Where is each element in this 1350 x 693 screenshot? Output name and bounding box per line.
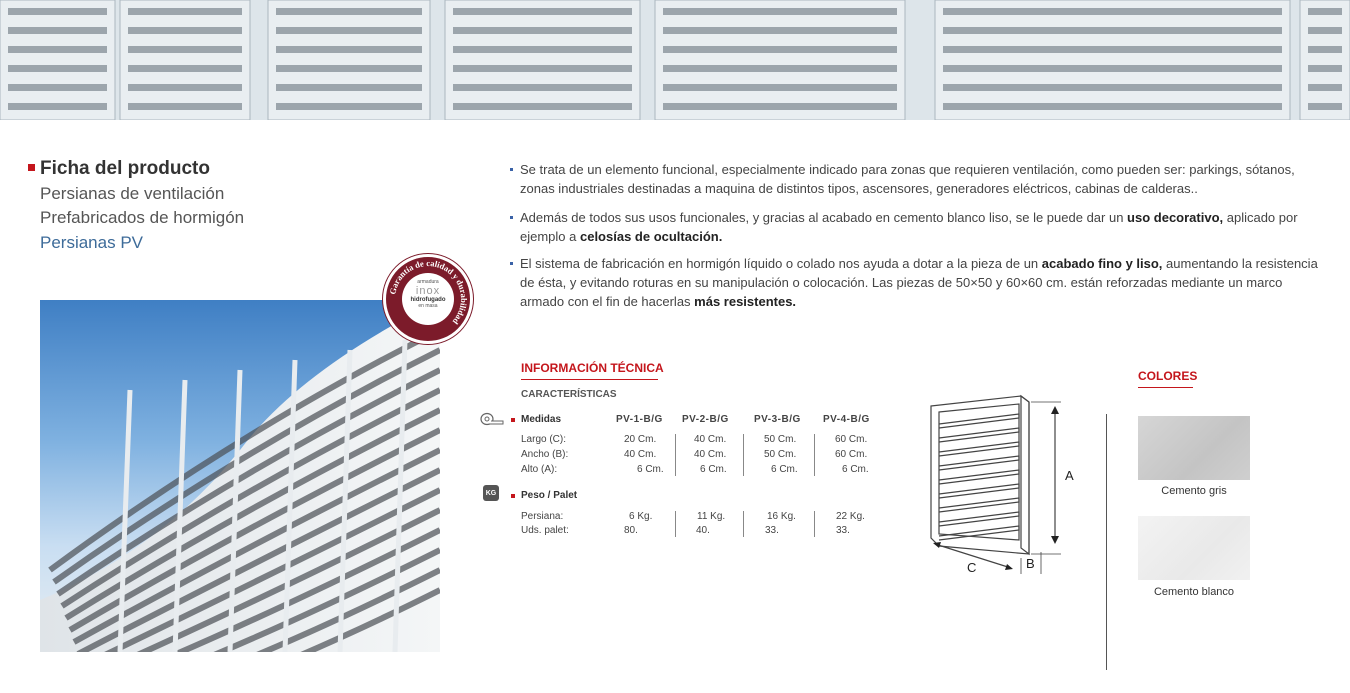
column-divider bbox=[743, 434, 744, 476]
colors-title: COLORES bbox=[1138, 369, 1198, 383]
diagram-slat bbox=[939, 526, 1019, 540]
banner-slat-gap bbox=[663, 84, 897, 91]
diagram-slat bbox=[939, 414, 1019, 428]
cell: 40 Cm. bbox=[624, 449, 657, 460]
diagram-slat bbox=[939, 442, 1019, 456]
banner-panel bbox=[1300, 0, 1350, 120]
product-line-3: Persianas PV bbox=[40, 233, 143, 252]
cell: 80. bbox=[624, 525, 638, 536]
banner-slat-gap bbox=[8, 65, 107, 72]
diagram-slat bbox=[939, 512, 1019, 526]
banner-slat-gap bbox=[276, 103, 422, 110]
model-header-2: PV-2-B/G bbox=[682, 414, 729, 425]
column-divider bbox=[814, 434, 815, 476]
bullet-icon bbox=[510, 216, 513, 219]
bullet-icon bbox=[510, 262, 513, 265]
cell: 22 Kg. bbox=[836, 511, 865, 522]
top-banner-image bbox=[0, 0, 1350, 120]
banner-slat-gap bbox=[8, 103, 107, 110]
cell: 6 Cm. bbox=[637, 464, 664, 475]
cell: 6 Kg. bbox=[629, 511, 653, 522]
cell: 20 Cm. bbox=[624, 434, 657, 445]
cell: 6 Cm. bbox=[842, 464, 869, 475]
seal-brand: inox bbox=[415, 285, 441, 297]
diagram-slat bbox=[939, 498, 1019, 512]
seal-bottom-small: en masa bbox=[418, 303, 438, 309]
description-paragraph-2: Además de todos sus usos funcionales, y gracias al acabado en cemento blanco liso, se le puede dar un uso decorativo, aplicado por ejemplo a celosías de ocultación. bbox=[520, 208, 1320, 246]
banner-slat-gap bbox=[663, 103, 897, 110]
description-paragraph-3: El sistema de fabricación en hormigón líquido o colado nos ayuda a dotar a la pieza de un acabado fino y liso, aumentando la resistencia de ésta, y evitando roturas en su manipulación o colocación. Las piezas de 50×50 y 60×60 cm. están reforzadas mediante un marco armado con el fin de hacerlas más resistentes. bbox=[520, 254, 1320, 311]
medidas-label: Medidas bbox=[521, 414, 562, 425]
row-label-ancho: Ancho (B): bbox=[521, 449, 569, 460]
cell: 40. bbox=[696, 525, 710, 536]
row-label-persiana: Persiana: bbox=[521, 511, 564, 522]
banner-slat-gap bbox=[1308, 84, 1342, 91]
model-header-1: PV-1-B/G bbox=[616, 414, 663, 425]
seal-center bbox=[402, 273, 454, 325]
swatch-cemento-gris bbox=[1138, 416, 1250, 480]
cell: 50 Cm. bbox=[764, 449, 797, 460]
banner-panel bbox=[655, 0, 905, 120]
banner-slat-gap bbox=[128, 84, 242, 91]
banner-slat-gap bbox=[943, 46, 1282, 53]
banner-slat-gap bbox=[1308, 65, 1342, 72]
banner-slat-gap bbox=[1308, 103, 1342, 110]
banner-slat-gap bbox=[276, 65, 422, 72]
swatch-label-gris: Cemento gris bbox=[1161, 485, 1227, 497]
diagram-slat bbox=[939, 456, 1019, 470]
banner-panel bbox=[445, 0, 640, 120]
banner-slat-gap bbox=[128, 103, 242, 110]
seal-bottom: hidrofugado bbox=[410, 297, 446, 303]
dimension-label-a: A bbox=[1065, 468, 1074, 483]
cell: 60 Cm. bbox=[835, 449, 868, 460]
cell: 6 Cm. bbox=[771, 464, 798, 475]
bullet-icon bbox=[510, 168, 513, 171]
banner-slat-gap bbox=[453, 8, 632, 15]
peso-label: Peso / Palet bbox=[521, 490, 578, 501]
banner-panel bbox=[120, 0, 250, 120]
cell: 6 Cm. bbox=[700, 464, 727, 475]
tech-info-title: INFORMACIÓN TÉCNICA bbox=[521, 361, 664, 375]
product-line-1: Persianas de ventilación bbox=[40, 184, 225, 203]
column-divider bbox=[814, 511, 815, 537]
banner-slat-gap bbox=[1308, 8, 1342, 15]
weight-icon: KG bbox=[483, 485, 499, 501]
product-photo bbox=[40, 300, 440, 652]
banner-panel bbox=[0, 0, 115, 120]
product-line-2: Prefabricados de hormigón bbox=[40, 208, 245, 227]
banner-slat-gap bbox=[276, 84, 422, 91]
banner-slat-gap bbox=[453, 84, 632, 91]
banner-slat-gap bbox=[276, 27, 422, 34]
column-divider bbox=[743, 511, 744, 537]
banner-slat-gap bbox=[1308, 27, 1342, 34]
dimension-label-c: C bbox=[967, 560, 977, 575]
banner-slat-gap bbox=[8, 8, 107, 15]
banner-slat-gap bbox=[453, 65, 632, 72]
banner-slat-gap bbox=[276, 46, 422, 53]
cell: 50 Cm. bbox=[764, 434, 797, 445]
dimension-label-b: B bbox=[1026, 556, 1035, 571]
seal-top-small: armadura bbox=[417, 279, 439, 285]
colors-title-underline bbox=[1138, 387, 1193, 388]
banner-slat-gap bbox=[8, 27, 107, 34]
column-divider bbox=[675, 511, 676, 537]
banner-slat-gap bbox=[663, 46, 897, 53]
cell: 33. bbox=[836, 525, 850, 536]
banner-slat-gap bbox=[8, 46, 107, 53]
row-label-uds-palet: Uds. palet: bbox=[521, 525, 569, 536]
diagram-slat bbox=[939, 428, 1019, 442]
banner-slat-gap bbox=[943, 103, 1282, 110]
model-header-4: PV-4-B/G bbox=[823, 414, 870, 425]
banner-slat-gap bbox=[943, 65, 1282, 72]
diagram-slat bbox=[939, 484, 1019, 498]
banner-slat-gap bbox=[943, 8, 1282, 15]
banner-slat-gap bbox=[276, 8, 422, 15]
banner-slat-gap bbox=[453, 27, 632, 34]
cell: 33. bbox=[765, 525, 779, 536]
tape-measure-icon bbox=[480, 412, 504, 431]
banner-slat-gap bbox=[943, 27, 1282, 34]
banner-panel bbox=[268, 0, 430, 120]
seal-ring-text: Garantía de calidad y durabilidad bbox=[387, 257, 470, 327]
banner-slat-gap bbox=[943, 84, 1282, 91]
diagram-slat bbox=[939, 470, 1019, 484]
swatch-label-blanco: Cemento blanco bbox=[1153, 586, 1235, 598]
banner-panel bbox=[935, 0, 1290, 120]
banner-slat-gap bbox=[663, 65, 897, 72]
banner-slat-gap bbox=[128, 65, 242, 72]
cell: 60 Cm. bbox=[835, 434, 868, 445]
banner-slat-gap bbox=[128, 8, 242, 15]
cell: 40 Cm. bbox=[694, 449, 727, 460]
banner-slat-gap bbox=[1308, 46, 1342, 53]
swatch-cemento-blanco bbox=[1138, 516, 1250, 580]
banner-slat-gap bbox=[128, 46, 242, 53]
product-heading: Ficha del producto bbox=[40, 158, 210, 179]
cell: 16 Kg. bbox=[767, 511, 796, 522]
quality-seal bbox=[383, 254, 473, 344]
peso-bullet bbox=[511, 494, 515, 498]
banner-slat-gap bbox=[453, 46, 632, 53]
description-paragraph-1: Se trata de un elemento funcional, especialmente indicado para zonas que requieren ventilación, como pueden ser: parkings, sótanos, zonas industriales destinadas a maquina de distintos tipos, ascensores, generadores eléctricos, cabinas de calderas.. bbox=[520, 160, 1320, 198]
heading-bullet bbox=[28, 164, 35, 171]
banner-slat-gap bbox=[128, 27, 242, 34]
tech-title-underline bbox=[521, 379, 658, 380]
model-header-3: PV-3-B/G bbox=[754, 414, 801, 425]
column-divider bbox=[675, 434, 676, 476]
row-label-largo: Largo (C): bbox=[521, 434, 567, 445]
banner-slat-gap bbox=[453, 103, 632, 110]
banner-slat-gap bbox=[8, 84, 107, 91]
cell: 11 Kg. bbox=[697, 511, 726, 522]
characteristics-label: CARACTERÍSTICAS bbox=[521, 389, 617, 400]
cell: 40 Cm. bbox=[694, 434, 727, 445]
banner-slat-gap bbox=[663, 8, 897, 15]
vertical-divider bbox=[1106, 414, 1107, 670]
medidas-bullet bbox=[511, 418, 515, 422]
banner-slat-gap bbox=[663, 27, 897, 34]
row-label-alto: Alto (A): bbox=[521, 464, 558, 475]
dimension-diagram bbox=[925, 388, 1085, 583]
